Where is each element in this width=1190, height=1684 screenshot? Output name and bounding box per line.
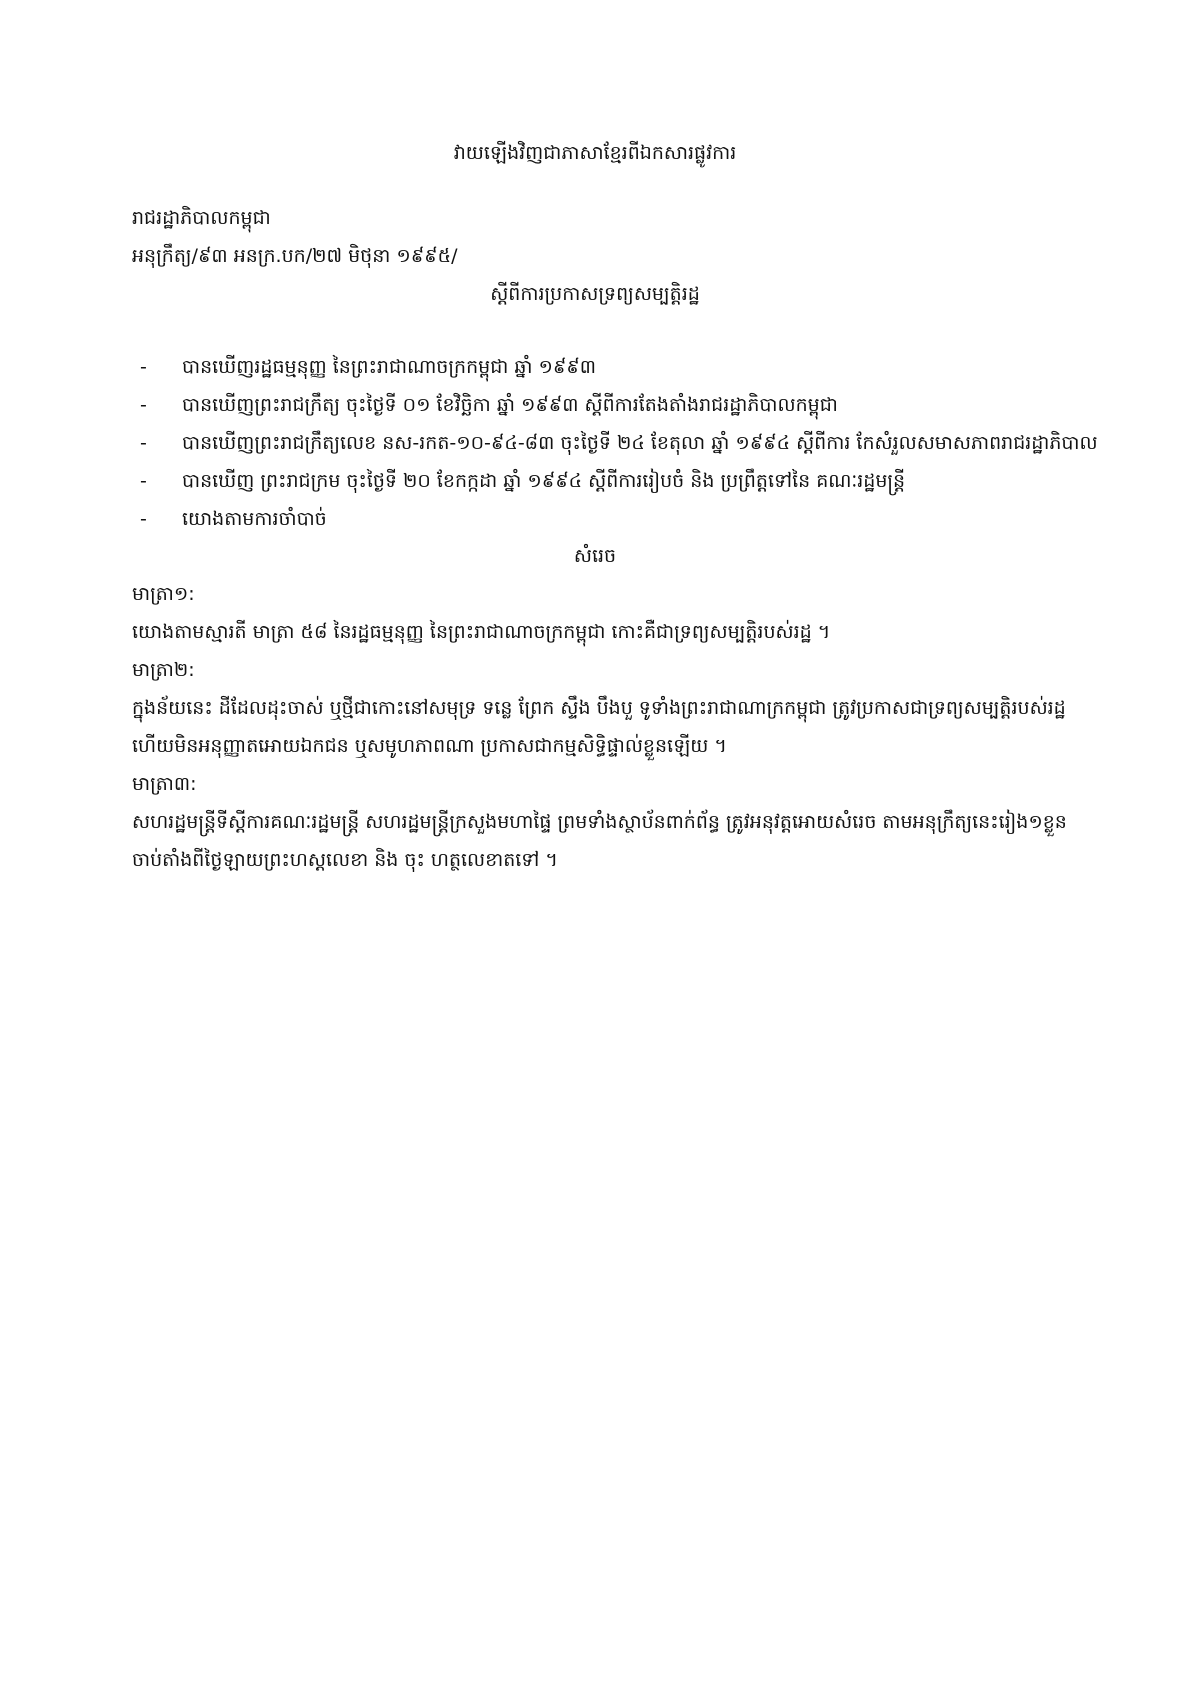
article1-title: មាត្រា១: — [132, 583, 195, 605]
decision-heading: សំរេច — [573, 545, 617, 567]
list-item: បានឃើញព្រះរាជក្រឹត្យ ចុះថ្ងៃទី ០១ ខែវិច្ឆិកា ឆ្នាំ ១៩៩៣ ស្តីពីការតែងតាំងរាជរដ្ឋាភិបាលកម្ពុជា — [182, 394, 838, 416]
list-bullet-dash: - — [140, 356, 147, 378]
document-subject: ស្តីពីការប្រកាសទ្រព្យសម្បត្តិរដ្ឋ — [490, 283, 700, 305]
article2-title: មាត្រា២: — [132, 659, 195, 681]
list-bullet-dash: - — [140, 508, 147, 530]
article3-text-line2: ចាប់តាំងពីថ្ងៃឡាយព្រះហស្តលេខា និង ចុះ ហត្ថលេខាតទៅ ។ — [132, 849, 558, 871]
article2-text-line2: ហើយមិនអនុញ្ញាតអោយឯកជន ឬសមូហភាពណា ប្រកាសជាកម្មសិទ្ធិផ្ទាល់ខ្លួនឡើយ ។ — [132, 735, 727, 757]
article2-text-line1: ក្នុងន័យនេះ ដីដែលដុះចាស់ ឬថ្មីជាកោះនៅសមុទ្រ ទន្លេ ព្រែក ស្ទឹង បឹងបួ ទូទាំងព្រះរាជាណាក្រកម្ពុជា ត្រូវប្រកាសជាទ្រព្យសម្បត្តិរបស់រដ្ឋ — [132, 697, 1066, 719]
list-item: បានឃើញ ព្រះរាជក្រម ចុះថ្ងៃទី ២០ ខែកក្កដា ឆ្នាំ ១៩៩៤ ស្តីពីការរៀបចំ និង ប្រព្រឹត្តទៅនៃ គណៈរដ្ឋមន្ត្រី — [182, 470, 906, 492]
decree-reference: អនុក្រឹត្យ/៩៣ អនក្រ.បក/២៧ មិថុនា ១៩៩៥/ — [132, 245, 458, 267]
list-bullet-dash: - — [140, 432, 147, 454]
list-item: បានឃើញរដ្ឋធម្មនុញ្ញ នៃព្រះរាជាណាចក្រកម្ពុជា ឆ្នាំ ១៩៩៣ — [182, 356, 596, 378]
header-title: វាយឡើងវិញជាភាសាខ្មែរពីឯកសារផ្លូវការ — [453, 142, 737, 164]
list-bullet-dash: - — [140, 470, 147, 492]
issuer: រាជរដ្ឋាភិបាលកម្ពុជា — [132, 207, 271, 229]
article3-text-line1: សហរដ្ឋមន្ត្រីទីស្តីការគណៈរដ្ឋមន្ត្រី សហរដ្ឋមន្ត្រីក្រសួងមហាផ្ទៃ ព្រមទាំងស្ថាប័នពាក់ព័ន្ធ ត្រូវអនុវត្តអោយសំរេច តាមអនុក្រឹត្យនេះរៀង១ខ្លួន — [132, 811, 1067, 833]
list-item: បានឃើញព្រះរាជក្រឹត្យលេខ នស-រកត-១០-៩៤-៨៣ ចុះថ្ងៃទី ២៤ ខែតុលា ឆ្នាំ ១៩៩៤ ស្តីពីការ កែសំរួលសមាសភាពរាជរដ្ឋាភិបាល — [182, 432, 1098, 454]
article1-text: យោងតាមស្មារតី មាត្រា ៥៨ នៃរដ្ឋធម្មនុញ្ញ នៃព្រះរាជាណាចក្រកម្ពុជា កោះគឺជាទ្រព្យសម្បត្តិរបស់រដ្ឋ ។ — [132, 621, 831, 643]
list-bullet-dash: - — [140, 394, 147, 416]
article3-title: មាត្រា៣: — [132, 773, 197, 795]
list-item: យោងតាមការចាំបាច់ — [182, 508, 327, 530]
